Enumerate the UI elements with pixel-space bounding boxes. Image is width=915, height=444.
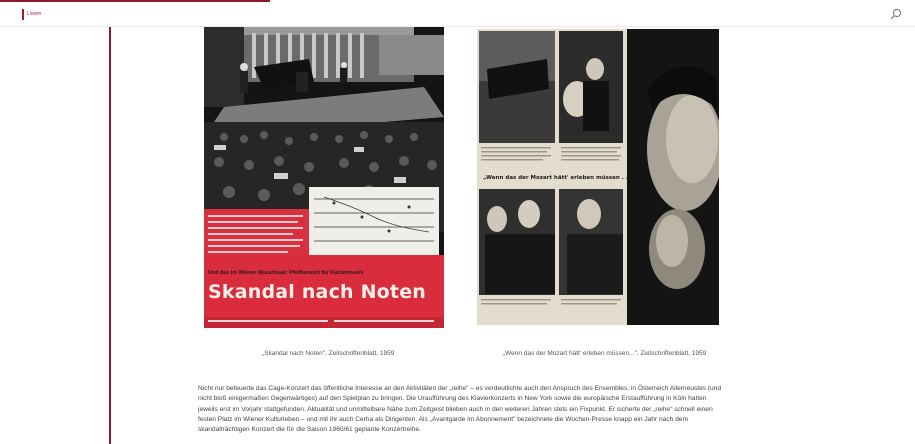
article-body: [198, 384, 723, 435]
figure-skandal-nach-noten[interactable]: [204, 27, 444, 328]
accent-vertical-line: [109, 27, 111, 444]
clipping-heading: „Wenn das der Mozart hätt' erleben müssen . . .": [483, 175, 635, 181]
clipping-headline: Skandal nach Noten: [208, 281, 427, 303]
clipping-subheadline: Und das im Wiener Mozartsaal: Pfeifkonzert für Katzenmusik: [208, 270, 364, 276]
search-icon[interactable]: [890, 8, 902, 20]
top-bar: [0, 0, 915, 27]
logo-text: Lorem: [27, 11, 42, 17]
figure-caption-1: „Skandal nach Noten", Zeitschriftenblatt, 1959: [262, 350, 395, 357]
site-logo[interactable]: [22, 9, 42, 20]
figure-caption-2: „Wenn das der Mozart hätt' erleben müssen...", Zeitschriftenblatt, 1959: [503, 350, 707, 357]
figure-mozart-clipping[interactable]: [477, 29, 719, 325]
article-paragraph: Nicht nur befeuerte das Cage-Konzert das öffentliche Interesse an den Aktivitäten der „reihe" – es verdeutlichte auch den Anspruch des Ensembles, in Österreich Allerneustes (und nicht bloß einigermaßen Gegenwärtiges) auf den Spielplan zu bringen. Die Uraufführung des Klavierkonzerts in New York sowie die europäische Erstaufführung in Köln hatten jeweils erst im Vorjahr stattgefunden. Aktualität und unmittelbare Nähe zum Zeitgeist blieben auch in den weiteren Jahren stets ein Fixpunkt. Er sicherte der „reihe" schnell einen festen Platz im Wiener Kulturleben – und mit ihr auch Cerha als Dirigenten. Als „Avantgarde im Abonnement" bezeichnete die Wochen-Presse knapp ein Jahr nach dem skandalträchtigen Konzert die für die Saison 1960/61 geplante Konzertreihe.: [198, 385, 722, 434]
reading-progress-bar: [0, 0, 270, 2]
